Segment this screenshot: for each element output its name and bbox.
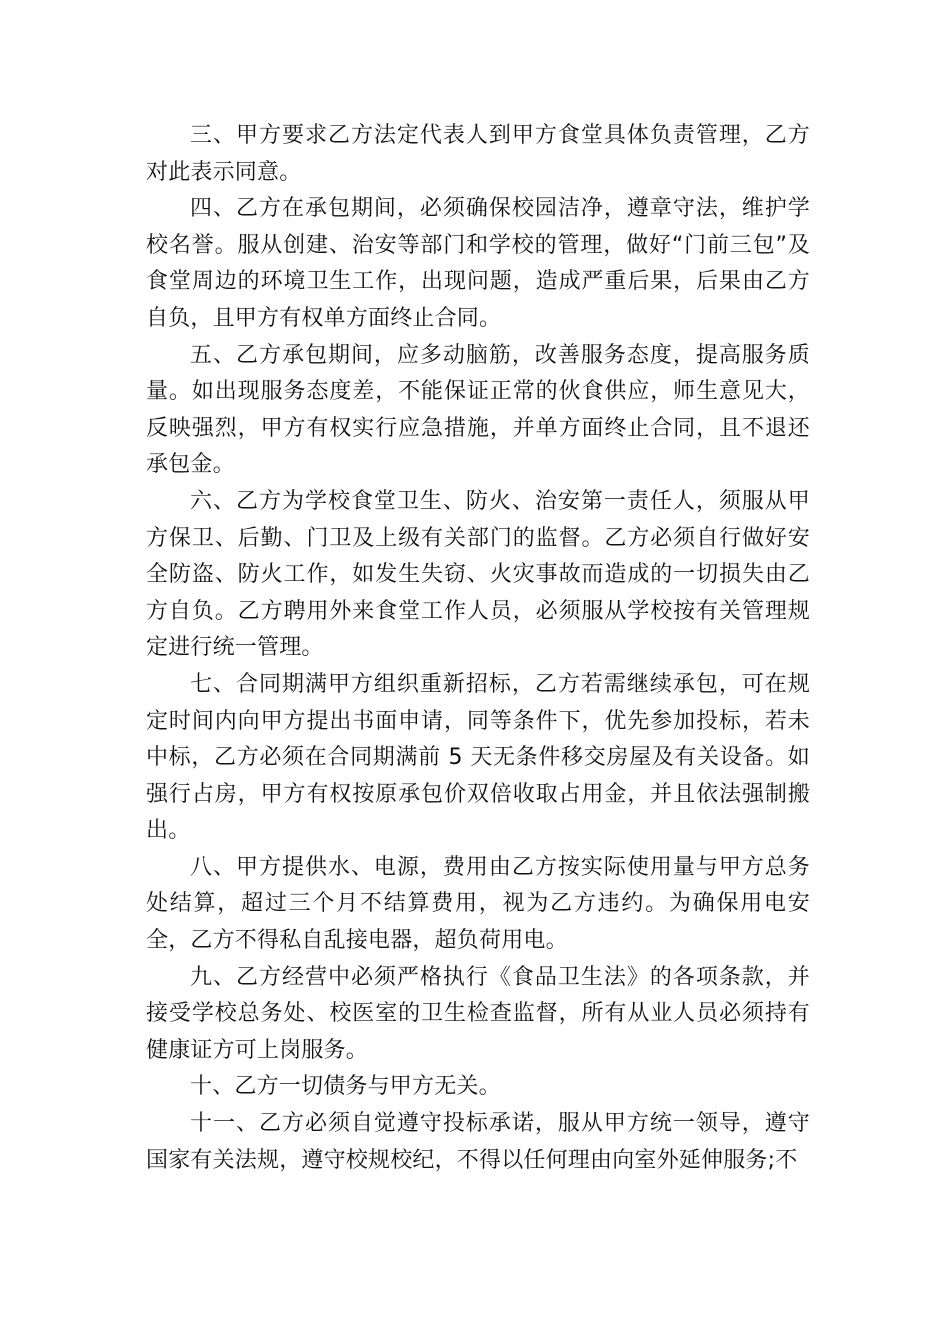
paragraph-clause-7: 七、合同期满甲方组织重新招标，乙方若需继续承包，可在规定时间内向甲方提出书面申请，同等条件下，优先参加投标，若未中标，乙方必须在合同期满前 5 天无条件移交房屋及有关设备。如强行占房，甲方有权按原承包价双倍收取占用金，并且依法强制搬出。: [146, 671, 810, 844]
paragraph-clause-4: 四、乙方在承包期间，必须确保校园洁净，遵章守法，维护学校名誉。服从创建、治安等部门和学校的管理，做好“门前三包”及食堂周边的环境卫生工作，出现问题，造成严重后果，后果由乙方自负，且甲方有权单方面终止合同。: [146, 196, 810, 331]
paragraph-clause-8: 八、甲方提供水、电源，费用由乙方按实际使用量与甲方总务处结算，超过三个月不结算费用，视为乙方违约。为确保用电安全，乙方不得私自乱接电器，超负荷用电。: [146, 854, 810, 954]
paragraph-clause-10: 十、乙方一切债务与甲方无关。: [190, 1074, 501, 1100]
paragraph-clause-5: 五、乙方承包期间，应多动脑筋，改善服务态度，提高服务质量。如出现服务态度差，不能保证正常的伙食供应，师生意见大，反映强烈，甲方有权实行应急措施，并单方面终止合同，且不退还承包金。: [146, 342, 810, 478]
paragraph-clause-11: 十一、乙方必须自觉遵守投标承诺，服从甲方统一领导，遵守国家有关法规，遵守校规校纪，不得以任何理由向室外延伸服务;不: [146, 1111, 810, 1173]
paragraph-clause-3: 三、甲方要求乙方法定代表人到甲方食堂具体负责管理，乙方对此表示同意。: [146, 123, 810, 185]
paragraph-clause-6: 六、乙方为学校食堂卫生、防火、治安第一责任人，须服从甲方保卫、后勤、门卫及上级有关部门的监督。乙方必须自行做好安全防盗、防火工作，如发生失窃、火灾事故而造成的一切损失由乙方自负。乙方聘用外来食堂工作人员，必须服从学校按有关管理规定进行统一管理。: [146, 488, 810, 661]
document-body: [146, 118, 810, 1179]
paragraph-clause-9: 九、乙方经营中必须严格执行《食品卫生法》的各项条款，并接受学校总务处、校医室的卫生检查监督，所有从业人员必须持有健康证方可上岗服务。: [146, 964, 810, 1063]
